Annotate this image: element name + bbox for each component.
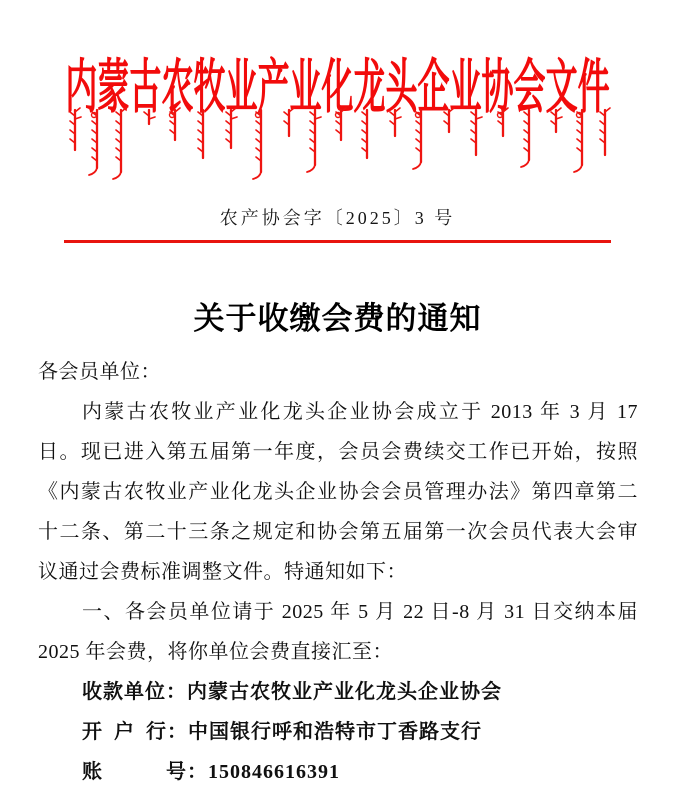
doc-header (0, 41, 675, 122)
body-text (38, 352, 638, 792)
body-line: 一、各会员单位请于 2025 年 5 月 22 日-8 月 31 日交纳本届 (82, 601, 638, 623)
body-line: 内蒙古农牧业产业化龙头企业协会成立于 2013 年 3 月 17 (82, 401, 638, 423)
org-title: 内蒙古农牧业产业化龙头企业协会文件 (65, 57, 610, 122)
red-separator-line (64, 240, 611, 243)
body-line: 各会员单位： (38, 361, 161, 383)
body-line: 议通过会费标准调整文件。特通知如下： (38, 561, 407, 583)
body-line: 《内蒙古农牧业产业化龙头企业协会会员管理办法》第四章第二 (38, 481, 638, 503)
notice-title: 关于收缴会费的通知 (193, 301, 482, 336)
mongolian-script-decoration (57, 106, 617, 206)
body-line: 账 号：150846616391 (82, 761, 340, 783)
doc-number: 农产协会字〔2025〕3 号 (219, 208, 456, 228)
body-line: 开 户 行：中国银行呼和浩特市丁香路支行 (82, 721, 482, 743)
body-line: 日。现已进入第五届第一年度，会员会费续交工作已开始，按照 (38, 441, 638, 463)
body-line: 收款单位：内蒙古农牧业产业化龙头企业协会 (82, 681, 502, 703)
body-line: 2025 年会费，将你单位会费直接汇至： (38, 641, 393, 663)
body-line: 十二条、第二十三条之规定和协会第五届第一次会员代表大会审 (38, 521, 638, 543)
